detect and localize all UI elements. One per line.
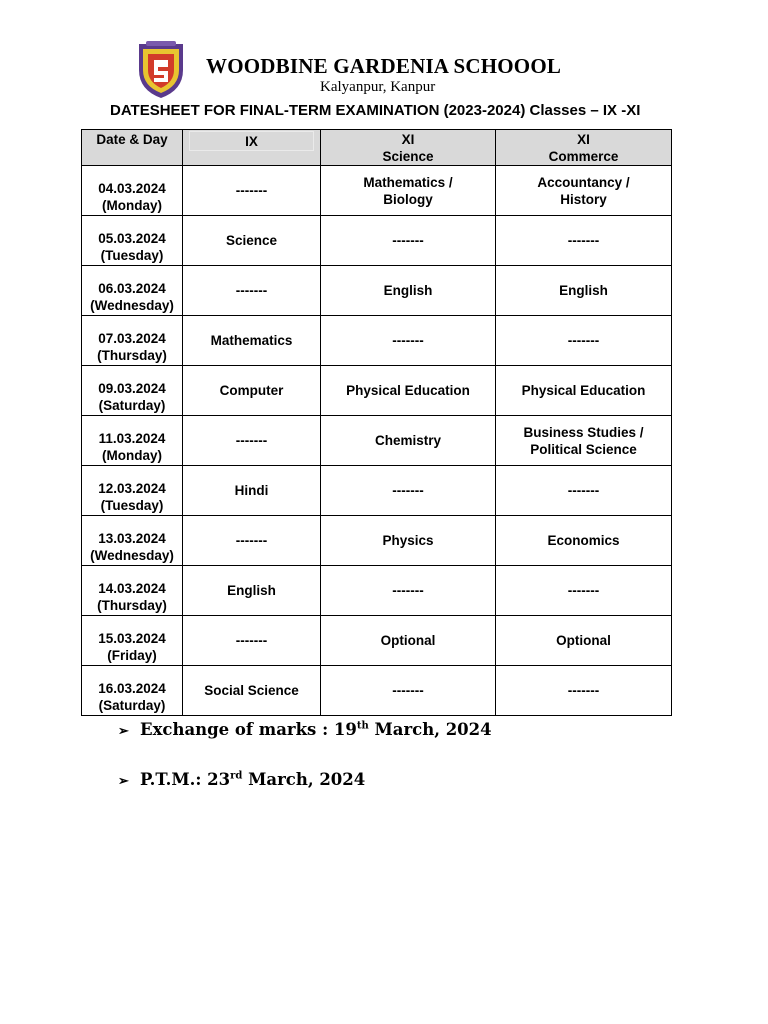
- xi-science-cell: Physics: [321, 516, 496, 566]
- table-row: [82, 466, 672, 516]
- xi-commerce-cell: -------: [496, 216, 672, 266]
- table-row: [82, 166, 672, 216]
- table-row: [82, 216, 672, 266]
- table-row: [82, 666, 672, 716]
- header-xi-commerce: XI Commerce: [496, 130, 672, 166]
- date-cell: 16.03.2024 (Saturday): [82, 666, 183, 716]
- table-row: [82, 366, 672, 416]
- note-text: Exchange of marks : 19th March, 2024: [140, 720, 492, 739]
- ix-cell: -------: [183, 416, 321, 466]
- date-cell: 04.03.2024 (Monday): [82, 166, 183, 216]
- school-name: WOODBINE GARDENIA SCHOOOL: [206, 54, 562, 78]
- xi-commerce-cell: -------: [496, 466, 672, 516]
- date-cell: 05.03.2024 (Tuesday): [82, 216, 183, 266]
- xi-commerce-cell: Optional: [496, 616, 672, 666]
- xi-commerce-cell: English: [496, 266, 672, 316]
- xi-science-cell: Physical Education: [321, 366, 496, 416]
- xi-science-cell: Mathematics / Biology: [321, 166, 496, 216]
- school-location: Kalyanpur, Kanpur: [320, 79, 436, 95]
- table-row: [82, 316, 672, 366]
- header-row: [82, 130, 672, 166]
- date-cell: 09.03.2024 (Saturday): [82, 366, 183, 416]
- arrow-bullet-icon: ➢: [118, 724, 129, 739]
- date-cell: 06.03.2024 (Wednesday): [82, 266, 183, 316]
- header-date-day: Date & Day: [82, 130, 183, 166]
- xi-commerce-cell: Accountancy / History: [496, 166, 672, 216]
- table-row: [82, 266, 672, 316]
- xi-science-cell: -------: [321, 666, 496, 716]
- header-xi-science: XI Science: [321, 130, 496, 166]
- xi-science-cell: Chemistry: [321, 416, 496, 466]
- ix-cell: Computer: [183, 366, 321, 416]
- xi-science-cell: -------: [321, 566, 496, 616]
- ix-cell: Hindi: [183, 466, 321, 516]
- date-cell: 13.03.2024 (Wednesday): [82, 516, 183, 566]
- ix-cell: -------: [183, 166, 321, 216]
- table-row: [82, 566, 672, 616]
- xi-commerce-cell: -------: [496, 666, 672, 716]
- xi-commerce-cell: -------: [496, 316, 672, 366]
- datesheet-table: [81, 129, 672, 716]
- xi-science-cell: English: [321, 266, 496, 316]
- xi-science-cell: -------: [321, 216, 496, 266]
- xi-commerce-cell: Economics: [496, 516, 672, 566]
- ix-cell: English: [183, 566, 321, 616]
- header-ix: IX: [183, 130, 321, 166]
- note-text: P.T.M.: 23rd March, 2024: [140, 770, 366, 789]
- notes-list: [118, 720, 492, 820]
- date-cell: 07.03.2024 (Thursday): [82, 316, 183, 366]
- xi-science-cell: Optional: [321, 616, 496, 666]
- xi-commerce-cell: -------: [496, 566, 672, 616]
- school-crest-logo: [134, 40, 188, 100]
- ix-cell: -------: [183, 266, 321, 316]
- date-cell: 15.03.2024 (Friday): [82, 616, 183, 666]
- date-cell: 12.03.2024 (Tuesday): [82, 466, 183, 516]
- date-cell: 14.03.2024 (Thursday): [82, 566, 183, 616]
- ix-cell: Social Science: [183, 666, 321, 716]
- note-exchange-of-marks: [118, 720, 492, 770]
- table-row: [82, 516, 672, 566]
- date-cell: 11.03.2024 (Monday): [82, 416, 183, 466]
- table-row: [82, 416, 672, 466]
- arrow-bullet-icon: ➢: [118, 774, 129, 789]
- table-row: [82, 616, 672, 666]
- ix-cell: Science: [183, 216, 321, 266]
- xi-commerce-cell: Business Studies / Political Science: [496, 416, 672, 466]
- ix-cell: Mathematics: [183, 316, 321, 366]
- xi-commerce-cell: Physical Education: [496, 366, 672, 416]
- datesheet-title: DATESHEET FOR FINAL-TERM EXAMINATION (2023-2024) Classes – IX -XI: [110, 102, 641, 119]
- xi-science-cell: -------: [321, 316, 496, 366]
- xi-science-cell: -------: [321, 466, 496, 516]
- ix-cell: -------: [183, 516, 321, 566]
- ix-cell: -------: [183, 616, 321, 666]
- note-ptm: [118, 770, 492, 820]
